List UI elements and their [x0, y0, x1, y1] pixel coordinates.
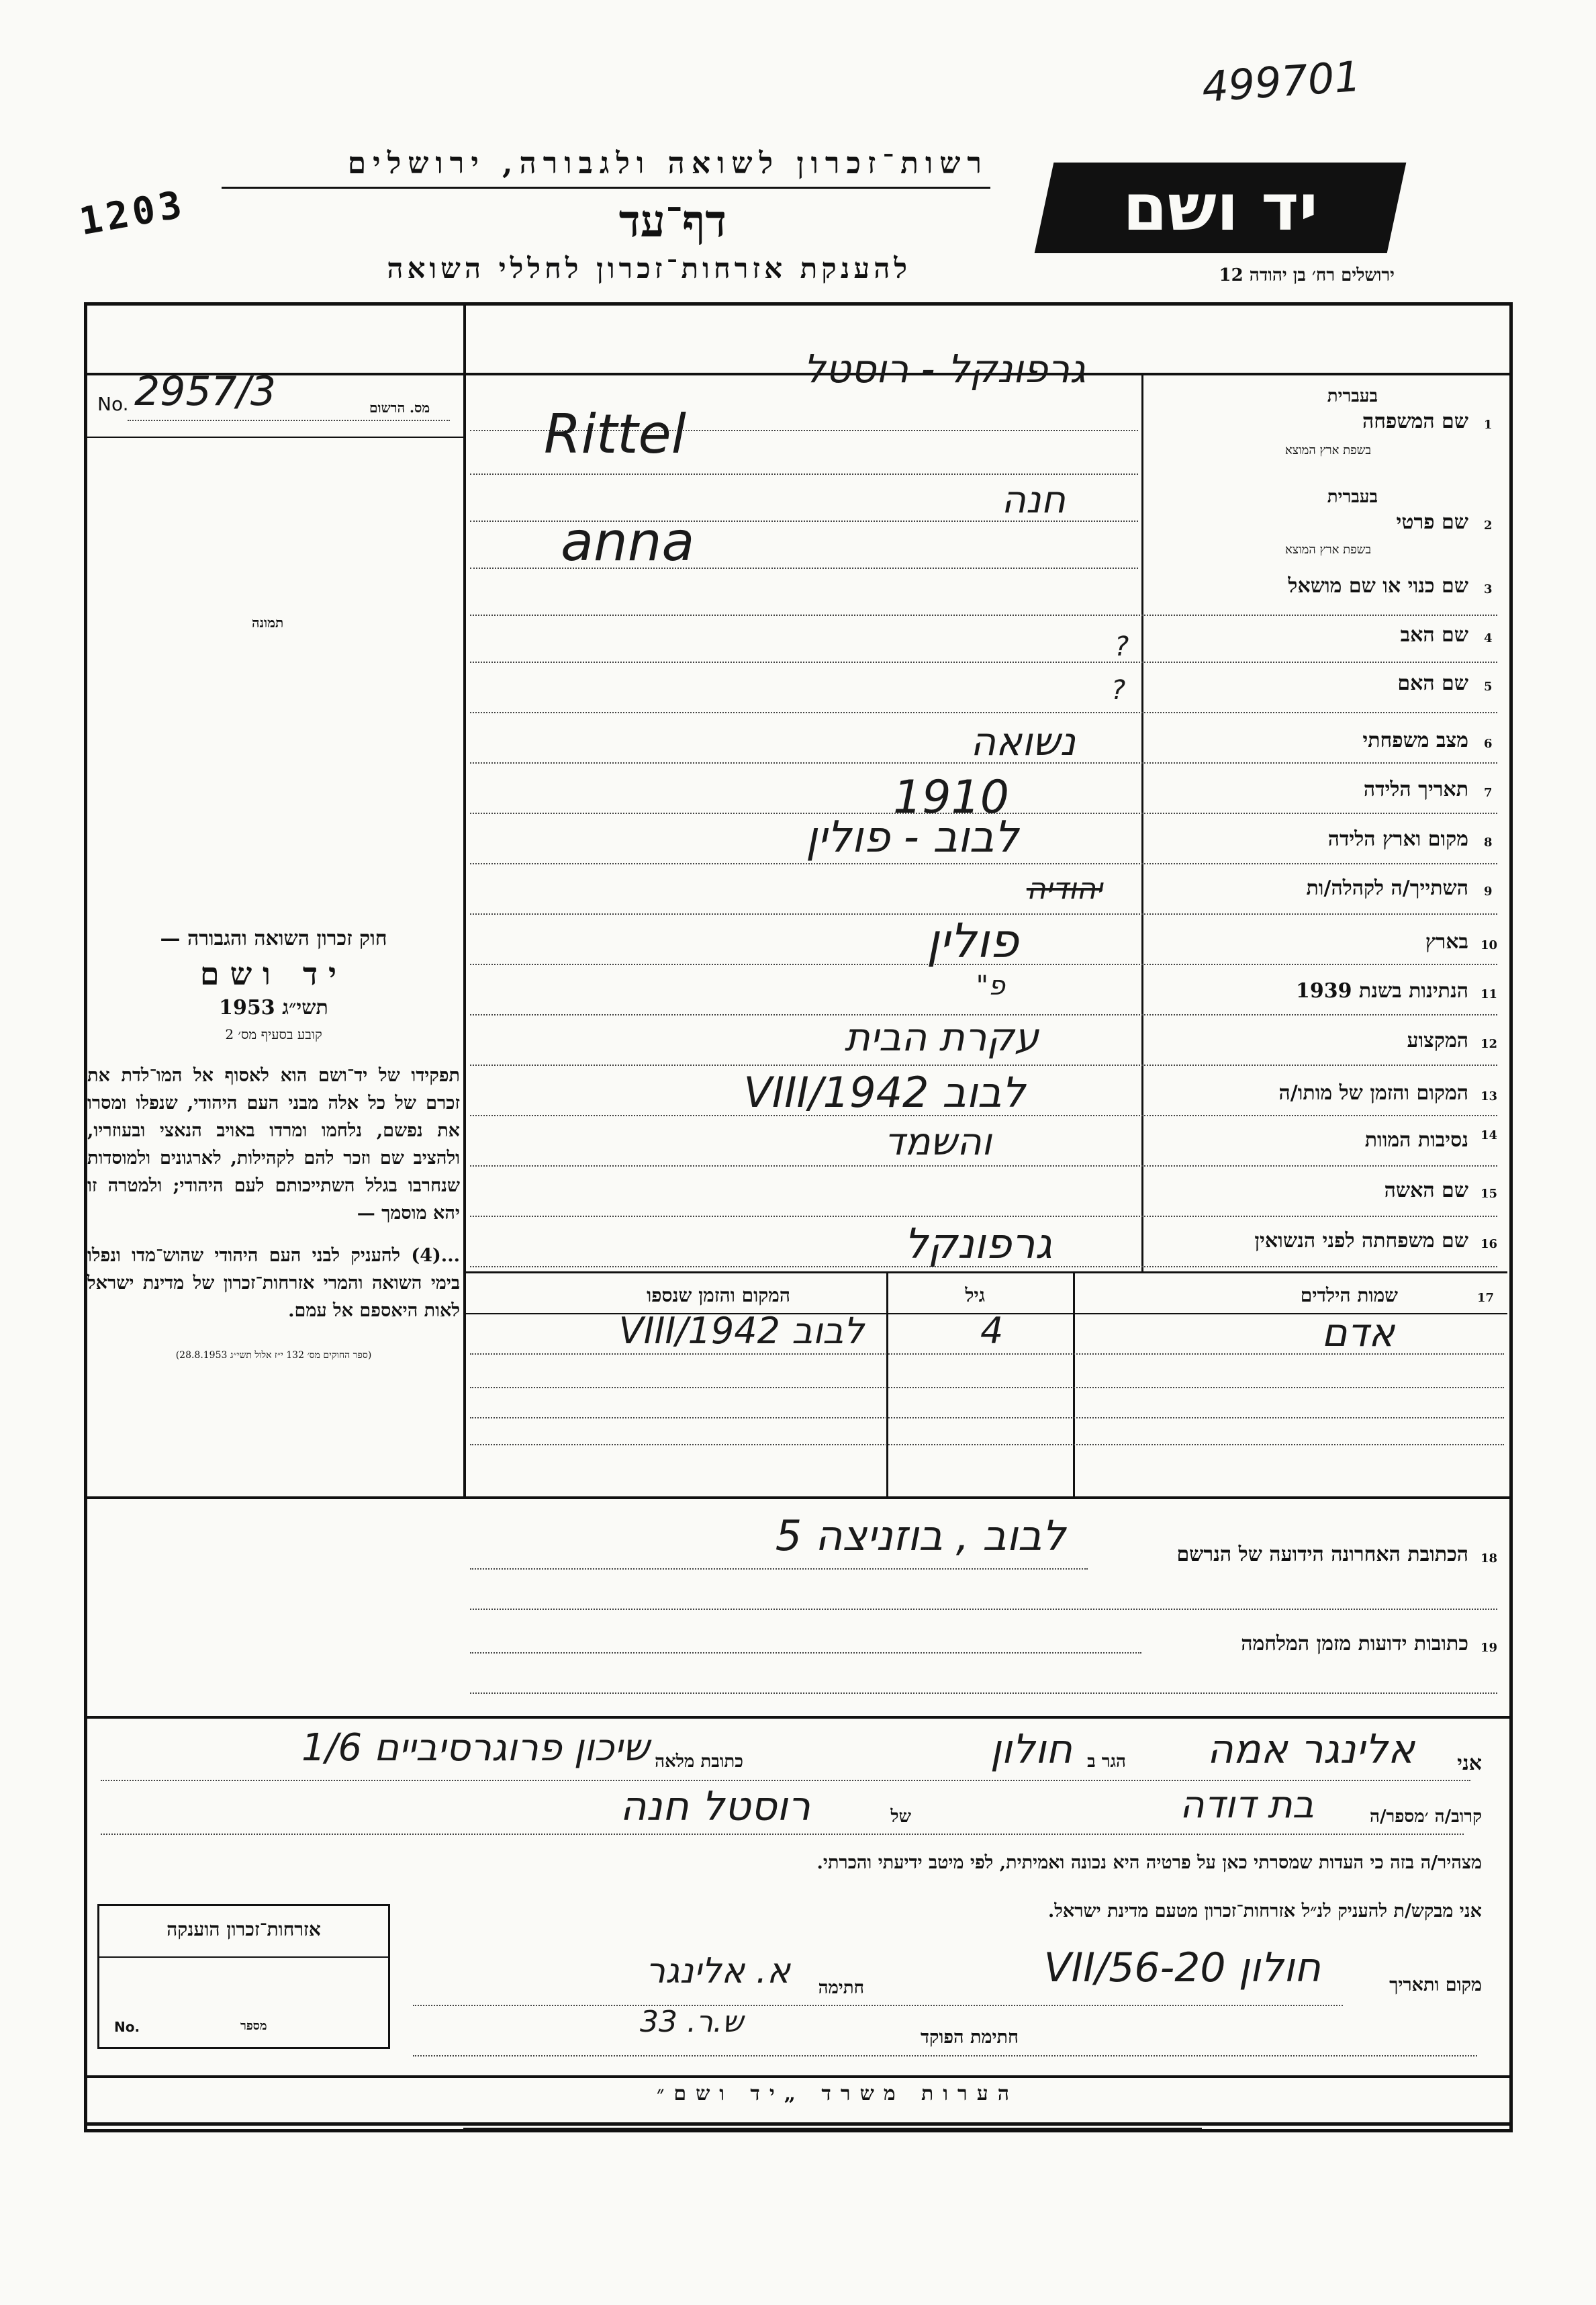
officer-signature: ש.ר. 33: [640, 2005, 743, 2039]
registration-prefix: No.: [97, 393, 129, 415]
declarant-statement: מצהיר/ה בזה כי העדות שמסרתי כאן על פרטיה היא נכונה ואמיתית, לפי מיטב ידיעתי והכרתי.: [816, 1852, 1482, 1873]
field-2-sub-orig: בשפת ארץ המוצא: [1284, 543, 1371, 557]
declarant-relation-label: קרוב/ה ׳מספר/ה: [1370, 1807, 1482, 1827]
field-1-value-heb: גרפונקל - רוסטל: [803, 346, 1086, 392]
field-10-value: פולין: [926, 913, 1019, 968]
registration-label: מס. הרשום: [369, 400, 430, 416]
field-4-label: שם האב: [1400, 623, 1468, 647]
authority-title: רשות־זכרון לשואה ולגבורה, ירושלים: [347, 146, 988, 181]
field-2-label: שם פרטי: [1396, 510, 1468, 534]
field-1-label: שם המשפחה: [1362, 410, 1468, 433]
declarant-resides-label: הגר ב: [1087, 1752, 1126, 1772]
granted-box-number-label: מספר: [240, 2019, 267, 2033]
children-col-age: גיל: [965, 1284, 985, 1306]
law-section: קובע בסעיף מס׳ 2: [225, 1026, 322, 1042]
signature-label: חתימה: [818, 1978, 864, 1998]
field-1-sub-orig: בשפת ארץ המוצא: [1284, 443, 1371, 457]
law-year: תשי״ג 1953: [219, 996, 328, 1020]
field-13-label: המקום והזמן של מותו/ה: [1278, 1081, 1468, 1105]
declarant-city: חולון: [990, 1726, 1072, 1773]
field-2-sub-heb: בעברית: [1327, 487, 1378, 507]
field-9-value: יהודיה: [1026, 872, 1102, 906]
field-11-num: 11: [1481, 987, 1498, 1001]
field-9-num: 9: [1484, 885, 1493, 899]
field-13-value: לבוב 1942/VIII: [743, 1068, 1025, 1117]
child-1-name: אדם: [1321, 1310, 1395, 1355]
field-12-value: עקרת הבית: [844, 1014, 1039, 1060]
field-15-label: שם האשה: [1384, 1179, 1468, 1202]
field-7-value: 1910: [893, 771, 1010, 824]
field-9-label: השתייך/ה לקהלה/ות: [1306, 876, 1468, 900]
field-1-value-orig: Rittel: [544, 403, 686, 465]
field-1-sub-heb: בעברית: [1327, 386, 1378, 406]
declarant-of-label: של: [890, 1807, 911, 1827]
last-address-value: לבוב , בוזניצה 5: [775, 1511, 1066, 1560]
yad-vashem-logo: [1035, 163, 1407, 253]
declarant-request: אני מבקש/ת להעניק לנ״ל אזרחות־זכרון מטעם מדינת ישראל.: [1047, 1901, 1482, 1922]
field-2-value-heb: חנה: [1001, 478, 1066, 522]
field-13-num: 13: [1481, 1089, 1498, 1103]
law-citation: (ספר החוקים מס׳ 132 י״ז אלול תשי״ג 28.8.1953): [175, 1350, 372, 1361]
form-subtitle: להענקת אזרחות־זכרון לחללי השואה: [387, 252, 911, 285]
field-12-label: המקצוע: [1407, 1029, 1468, 1052]
field-16-label: שם משפחתה לפני הנשואין: [1254, 1229, 1468, 1253]
declarant-relation: בת דודה: [1180, 1783, 1314, 1827]
officer-label: חתימת הפוקד: [921, 2027, 1019, 2048]
field-7-num: 7: [1484, 786, 1493, 800]
field-8-value: לבוב - פולין: [805, 813, 1019, 862]
law-name: יד ושם: [199, 956, 348, 992]
field-5-value: ?: [1111, 675, 1126, 706]
field-16-num: 16: [1481, 1237, 1498, 1251]
granted-box: [97, 1904, 390, 2049]
field-5-label: שם האם: [1397, 672, 1468, 695]
photo-label: תמונה: [252, 615, 284, 631]
field-8-num: 8: [1484, 835, 1493, 850]
registration-number: 2957/3: [134, 368, 277, 415]
place-date-label: מקום ותאריך: [1389, 1975, 1482, 1995]
declarant-ani: אני: [1457, 1752, 1482, 1775]
child-1-age: 4: [980, 1310, 1004, 1352]
law-paragraph-1: תפקידו של יד־ושם הוא לאסוף אל המו־לדת את זכרם של כל אלה מבני העם היהודי, שנפלו ומסרו את נפשם, נלחמו ומרדו באויב הנאצי ובעוזריו, ולהציב שם וזכר להם לקהילות, לארגונים ולמוסדות שנחרבו בגלל השתייכותם לעם היהודי; ולמטרה זו יהא מוסמך —: [87, 1065, 460, 1224]
field-3-num: 3: [1484, 582, 1493, 596]
footer-notes: הערות משרד „יד ושם״: [656, 2082, 1019, 2106]
field-10-num: 10: [1481, 938, 1498, 952]
law-paragraph-2: ...(4) להעניק לבני העם היהודי שהוש־מדו ונפלו בימי השואה והמרי אזרחות־זכרון של מדינת ישראל לאות היאספם אל עמם.: [87, 1245, 460, 1321]
field-16-value: גרפונקל: [904, 1219, 1052, 1268]
handwritten-top-number: 499701: [1200, 51, 1362, 112]
field-12-num: 12: [1481, 1037, 1498, 1051]
stamp-number: 1203: [76, 182, 189, 244]
field-1-num: 1: [1484, 418, 1493, 432]
field-5-num: 5: [1484, 680, 1493, 694]
form-title: דף־עד: [618, 195, 726, 247]
granted-box-title: אזרחות־זכרון הוענקה: [167, 1918, 321, 1940]
war-address-label: כתובות ידועות מזמן המלחמה: [1241, 1632, 1468, 1656]
field-6-label: מצב משפחתי: [1362, 729, 1468, 752]
field-14-num: 14: [1481, 1128, 1498, 1142]
field-7-label: תאריך הלידה: [1363, 778, 1468, 801]
field-14-label: נסיבות המוות: [1364, 1128, 1468, 1152]
signature-value: א. אלינגר: [645, 1951, 790, 1991]
field-11-value: פ": [976, 970, 1005, 1001]
child-1-place: לבוב 1942/VIII: [618, 1310, 864, 1352]
law-sidebar: [87, 927, 460, 1361]
granted-box-no: No.: [114, 2019, 140, 2035]
declarant-name: אלינגר אמה: [1207, 1726, 1415, 1773]
law-title: חוק זכרון השואה והגבורה —: [160, 927, 387, 950]
declarant-of-name: רוסטל חנה: [620, 1783, 810, 1830]
field-11-label: הנתינות בשנת 1939: [1295, 979, 1468, 1003]
field-8-label: מקום וארץ הלידה: [1327, 827, 1468, 851]
field-2-num: 2: [1484, 518, 1493, 533]
field-6-num: 6: [1484, 737, 1493, 751]
last-address-num: 18: [1481, 1551, 1498, 1566]
children-col-place: המקום והזמן שנספו: [647, 1284, 790, 1306]
declarant-full-address-label: כתובת מלאה: [655, 1752, 743, 1772]
children-num: 17: [1477, 1291, 1495, 1305]
field-14-value: והשמד: [884, 1120, 992, 1164]
children-col-names: שמות הילדים: [1300, 1284, 1398, 1306]
place-date-value: חולון 20-VII/56: [1043, 1944, 1321, 1991]
field-4-num: 4: [1484, 631, 1493, 645]
field-10-label: בארץ: [1425, 930, 1468, 954]
field-15-num: 15: [1481, 1187, 1498, 1201]
field-6-value: נשואה: [970, 719, 1076, 764]
field-3-label: שם כנוי או שם מושאל: [1288, 574, 1468, 598]
declarant-full-address: שיכון פרוגרסיביים 1/6: [301, 1726, 649, 1770]
last-address-label: הכתובת האחרונה הידועה של הנרשם: [1176, 1543, 1468, 1566]
field-2-value-orig: anna: [561, 510, 695, 573]
field-4-value: ?: [1115, 631, 1129, 662]
logo-address: ירושלים רח׳ בן יהודה 12: [1219, 265, 1395, 285]
logo-text: יד ושם: [1123, 170, 1318, 245]
war-address-num: 19: [1481, 1641, 1498, 1655]
